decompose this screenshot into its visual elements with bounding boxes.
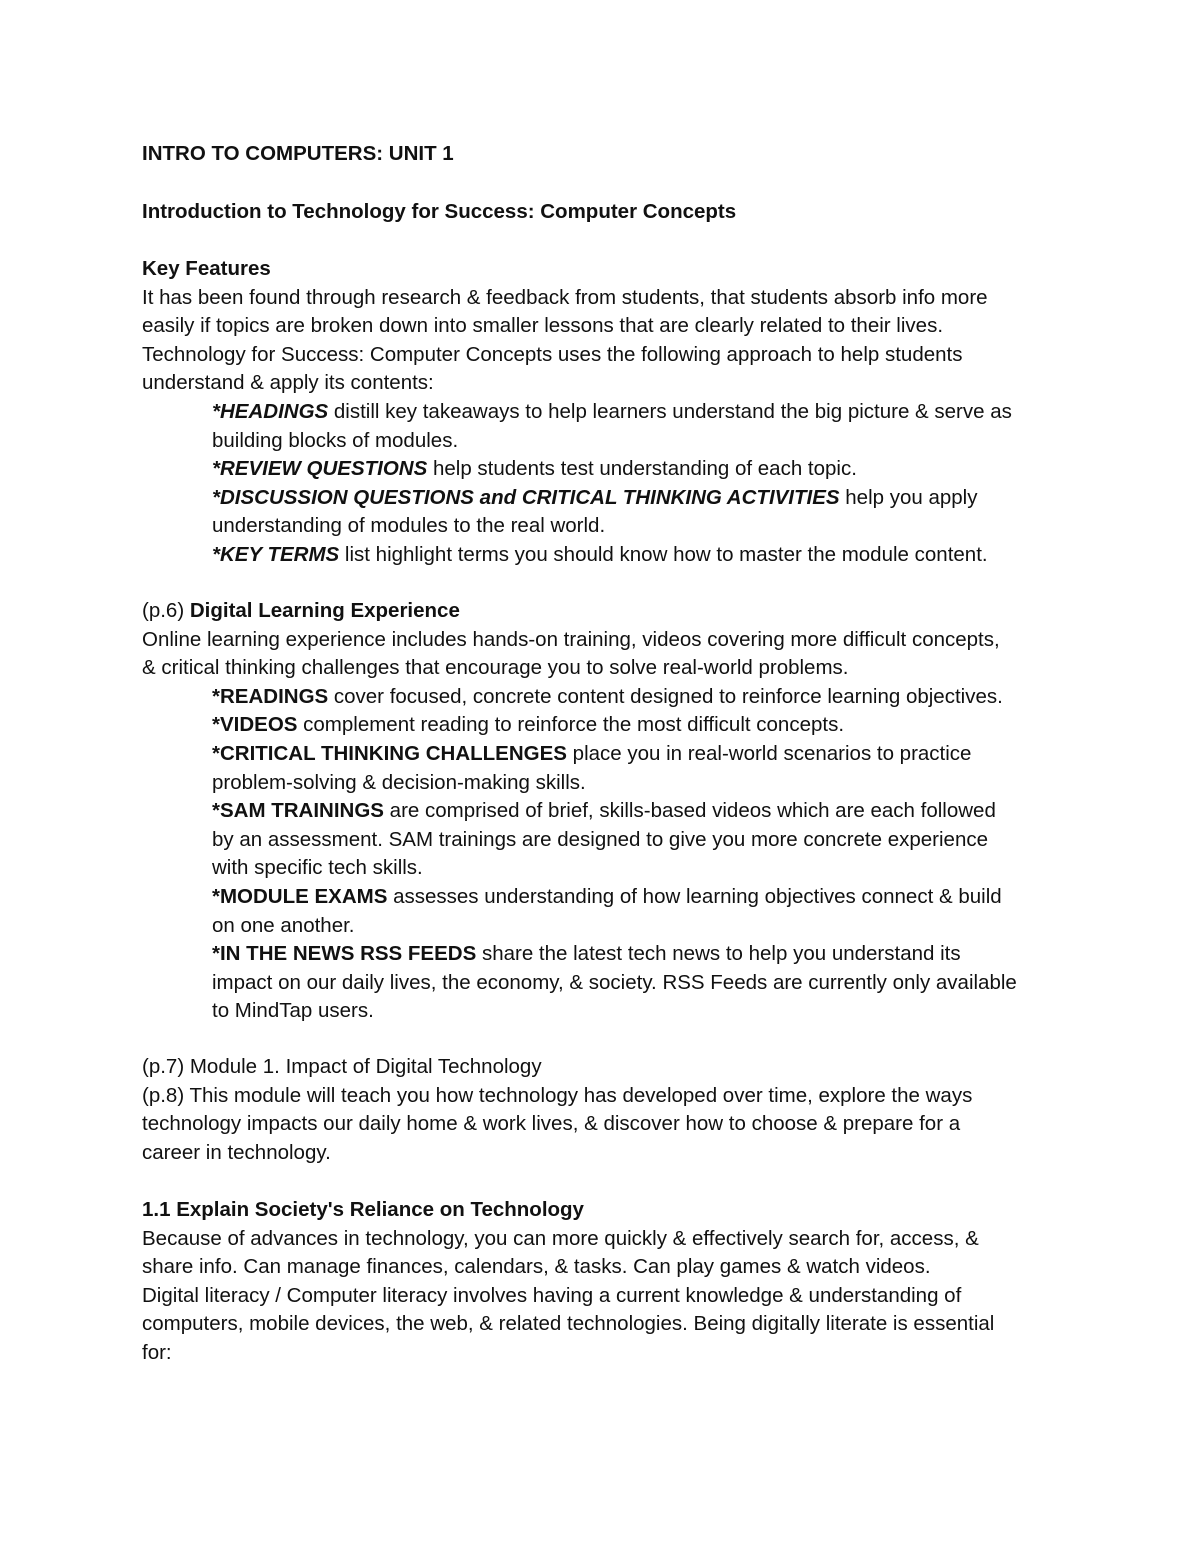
page-ref: (p.6) <box>142 599 190 622</box>
learning-item <box>142 683 1017 712</box>
feature-text: help you apply <box>839 485 978 509</box>
paragraph-line: understand & apply its contents: <box>142 371 434 395</box>
learning-term: *READINGS <box>212 684 329 708</box>
paragraph-line: computers, mobile devices, the web, & related technologies. Being digitally literate is essential <box>142 1312 995 1336</box>
paragraph-line: It has been found through research & feedback from students, that students absorb info more <box>142 285 988 309</box>
learning-item <box>142 711 1017 740</box>
feature-term: *DISCUSSION QUESTIONS and CRITICAL THINKING ACTIVITIES <box>212 485 840 509</box>
learning-item <box>142 740 1017 769</box>
subtitle-block <box>142 198 736 227</box>
key-features-heading: Key Features <box>142 257 271 280</box>
learning-item <box>142 883 1017 912</box>
learning-item-cont: impact on our daily lives, the economy, & society. RSS Feeds are currently only available <box>212 970 1017 994</box>
feature-text: help students test understanding of each topic. <box>427 457 857 481</box>
learning-term: *MODULE EXAMS <box>212 884 388 908</box>
paragraph-line: easily if topics are broken down into smaller lessons that are clearly related to their lives. <box>142 314 944 338</box>
key-features-section <box>142 255 1012 570</box>
learning-term: *SAM TRAININGS <box>212 799 384 823</box>
feature-term: *HEADINGS <box>212 399 329 423</box>
document-title: INTRO TO COMPUTERS: UNIT 1 <box>142 142 454 165</box>
learning-text: share the latest tech news to help you understand its <box>476 942 961 966</box>
feature-term: *REVIEW QUESTIONS <box>212 457 428 481</box>
paragraph-line: & critical thinking challenges that encourage you to solve real-world problems. <box>142 656 849 680</box>
paragraph-line: share info. Can manage finances, calendars, & tasks. Can play games & watch videos. <box>142 1255 931 1279</box>
paragraph-line: Online learning experience includes hands-on training, videos covering more difficult concepts, <box>142 627 1000 651</box>
paragraph-line: Digital literacy / Computer literacy involves having a current knowledge & understanding of <box>142 1283 962 1307</box>
learning-text: cover focused, concrete content designed to reinforce learning objectives. <box>328 684 1003 708</box>
learning-item-cont: with specific tech skills. <box>212 856 423 880</box>
learning-text: assesses understanding of how learning objectives connect & build <box>387 884 1002 908</box>
feature-item-cont: building blocks of modules. <box>212 428 459 452</box>
learning-item-cont: to MindTap users. <box>212 999 374 1023</box>
section-1-1 <box>142 1196 994 1368</box>
section-1-1-heading: 1.1 Explain Society's Reliance on Technology <box>142 1198 584 1221</box>
digital-learning-heading-line <box>142 597 1017 626</box>
title-block <box>142 140 454 169</box>
learning-item <box>142 940 1017 969</box>
learning-item-cont: problem-solving & decision-making skills. <box>212 770 586 794</box>
learning-text: are comprised of brief, skills-based videos which are each followed <box>383 799 996 823</box>
learning-text: place you in real-world scenarios to practice <box>566 741 972 765</box>
learning-term: *VIDEOS <box>212 713 298 737</box>
feature-item <box>142 541 1012 570</box>
learning-item <box>142 797 1017 826</box>
feature-item <box>142 455 1012 484</box>
document-subtitle: Introduction to Technology for Success: Computer Concepts <box>142 200 737 223</box>
feature-text: distill key takeaways to help learners understand the big picture & serve as <box>328 399 1012 423</box>
paragraph-line: technology impacts our daily home & work lives, & discover how to choose & prepare for a <box>142 1112 961 1136</box>
paragraph-line: Because of advances in technology, you can more quickly & effectively search for, access, & <box>142 1226 979 1250</box>
feature-item <box>142 484 1012 513</box>
paragraph-line: career in technology. <box>142 1140 331 1164</box>
feature-text: list highlight terms you should know how to master the module content. <box>339 542 988 566</box>
feature-term: *KEY TERMS <box>212 542 340 566</box>
learning-item-cont: on one another. <box>212 913 355 937</box>
module1-title: (p.7) Module 1. Impact of Digital Technology <box>142 1055 542 1078</box>
feature-item <box>142 398 1012 427</box>
learning-term: *IN THE NEWS RSS FEEDS <box>212 942 477 966</box>
digital-learning-section <box>142 597 1017 1026</box>
module1-section <box>142 1053 972 1167</box>
paragraph-line: (p.8) This module will teach you how technology has developed over time, explore the ways <box>142 1083 973 1107</box>
paragraph-line: Technology for Success: Computer Concepts uses the following approach to help students <box>142 342 963 366</box>
digital-learning-heading: Digital Learning Experience <box>189 599 460 622</box>
learning-term: *CRITICAL THINKING CHALLENGES <box>212 741 567 765</box>
learning-item-cont: by an assessment. SAM trainings are designed to give you more concrete experience <box>212 827 988 851</box>
paragraph-line: for: <box>142 1340 172 1364</box>
learning-text: complement reading to reinforce the most difficult concepts. <box>297 713 845 737</box>
feature-item-cont: understanding of modules to the real world. <box>212 514 606 538</box>
